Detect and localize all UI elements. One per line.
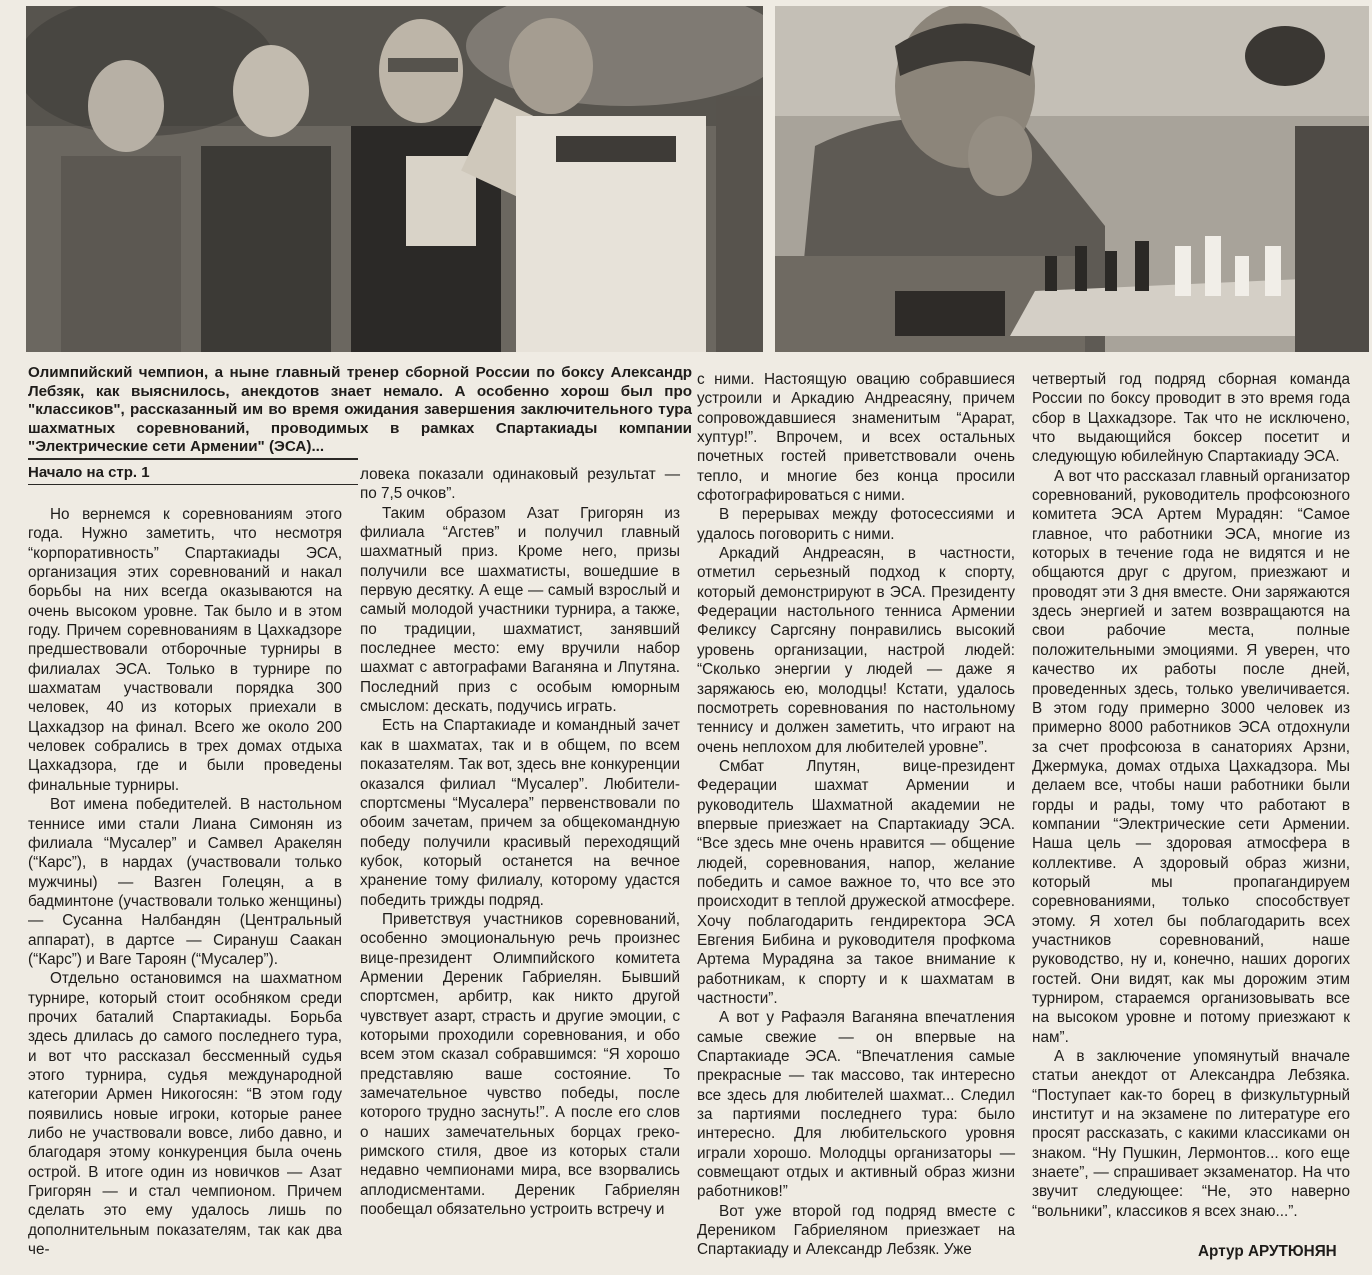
paragraph: Но вернемся к соревнованиям этого года. Нужно заметить, что несмотря “корпоративность” Спартакиады ЭСА, организация этих соревнований и накал борьбы на них всегда оказываются на очень высоком уровне. Так было и в этом году. Причем соревнованиям в Цахкадзоре предшествовали отборочные турниры в филиалах ЭСА. Только в турнире по шахматам участвовали порядка 300 человек, 40 из которых приехали в Цахкадзор на финал. Всего же около 200 человек собрались в трех домах отдыха Цахкадзора, где и были проведены финальные турниры.: [28, 506, 342, 794]
paragraph: Аркадий Андреасян, в частности, отметил серьезный подход к спорту, который демонстрируют в ЭСА. Президенту Федерации настольного тенниса Армении Феликсу Саргсяну понравились высокий уровень организации, настрой людей: “Сколько энергии у людей — даже я заряжаюсь ею, молодцы! Кстати, удалось посмотреть соревнования по настольному теннису и должен заметить, что играют на очень неплохом для любителей уровне”.: [697, 545, 1015, 756]
article-column-2: [360, 465, 680, 1219]
paragraph: А вот что рассказал главный организатор соревнований, руководитель профсоюзного комитета ЭСА Артем Мурадян: “Самое главное, что работники ЭСА, многие из которых в течение года не видятся и не общаются друг с другом, приезжают и проводят эти 3 дня вместе. Они заряжаются здесь энергией и затем возвращаются на свои рабочие места, полные положительными эмоциями. Я уверен, что качество их работы после дней, проведенных здесь, только увеличивается. В этом году примерно 3000 человек из примерно 8000 работников ЭСА отдохнули за счет профсоюза в санаториях Арзни, Джермука, домах отдыха Цахкадзора. Мы делаем все, чтобы наши работники были горды и рады, тому что работают в компании “Электрические сети Армении. Наша цель — здоровая атмосфера в коллективе. А здоровый образ жизни, который мы пропагандируем соревнованиями, только способствует этому. Я хотел бы поблагодарить всех участников соревнований, наше руководство, ну и, конечно, наших дорогих гостей. Они видят, как мы дорожим этим турниром, стараемся организовывать все на высоком уровне и потому приезжают к нам”.: [1032, 467, 1350, 1046]
article-column-3: [697, 370, 1015, 1260]
paragraph: Вот имена победителей. В настольном теннисе ими стали Лиана Симонян из филиала “Мусалер” и Самвел Аракелян (“Карс”), в нардах (участвовали только мужчины) — Вазген Голецян, а в бадминтоне (участвовали только женщины) — Сусанна Налбандян (Центральный аппарат), в дартсе — Сирануш Саакан (“Карс”) и Ваге Тароян (“Мусалер”).: [28, 796, 342, 968]
continued-divider: [28, 484, 358, 485]
paragraph: Есть на Спартакиаде и командный зачет как в шахматах, так и в общем, по всем показателям. Так вот, здесь вне конкуренции оказался филиал “Мусалер”. Любители-спортсмены “Мусалера” первенствовали по обоим зачетам, причем за общекомандную победу получили красивый переходящий кубок, который останется на вечное хранение тому филиалу, которому удастся победить трижды подряд.: [360, 717, 680, 909]
photo-award-ceremony: [26, 6, 763, 352]
paragraph: Смбат Лпутян, вице-президент Федерации шахмат Армении и руководитель Шахматной академии не впервые приезжает на Спартакиаду ЭСА. “Все здесь мне очень нравится — общение людей, соревнования, напор, желание победить и самое важное то, что все это происходит в теплой дружеской атмосфере. Хочу поблагодарить гендиректора ЭСА Евгения Бибина и руководителя профкома Артема Мурадяна за такое внимание к работникам, к спорту и к шахматам в частности”.: [697, 757, 1015, 1007]
caption-divider: [28, 458, 358, 460]
photo-caption: Олимпийский чемпион, а ныне главный тренер сборной России по боксу Александр Лебзяк, как выяснилось, анекдотов знает немало. А особенно хорош был про "классиков", рассказанный им во время ожидания завершения заключительного тура шахматных соревнований, проводимых в рамках Спартакиады компании "Электрические сети Армении" (ЭСА)...: [28, 364, 692, 455]
paragraph: с ними. Настоящую овацию собравшиеся устроили и Аркадию Андреасяну, причем сопровождавшиеся знаменитым “Арарат, хуптур!”. Впрочем, и всех остальных почетных гостей приветствовали очень тепло, и многие без конца просили сфотографироваться с ними.: [697, 371, 1015, 505]
photo-chess-player-image: [775, 6, 1369, 352]
author-signature: Артур АРУТЮНЯН: [1198, 1243, 1337, 1260]
paragraph: Таким образом Азат Григорян из филиала “Агстев” и получил главный шахматный приз. Кроме него, призы получили все шахматисты, вошедшие в первую десятку. А еще — самый взрослый и самый молодой участники турнира, а также, по традиции, шахматист, занявший последнее место: ему вручили набор шахмат с автографами Ваганяна и Лпутяна. Последний приз с особым юморным смыслом: дескать, подучись играть.: [360, 504, 680, 716]
paragraph: А вот у Рафаэля Ваганяна впечатления самые свежие — он впервые на Спартакиаде ЭСА. “Впечатления самые прекрасные — так массово, так интересно все здесь для любителей шахмат... Следил за партиями последнего тура: было интересно. Для любительского уровня играли хорошо. Молодцы организаторы — совмещают отдых и активный образ жизни работников!”: [697, 1009, 1015, 1201]
paragraph: четвертый год подряд сборная команда России по боксу проводит в это время года сбор в Цахкадзоре. Так что не исключено, что выдающийся боксер посетит и следующую юбилейную Спартакиаду ЭСА.: [1032, 371, 1350, 466]
paragraph: Приветствуя участников соревнований, особенно эмоциональную речь произнес вице-президент Олимпийского комитета Армении Дереник Габриелян. Бывший спортсмен, арбитр, как никто другой чувствует азарт, страсть и другие эмоции, с которыми проходили соревнования, и обо всем этом сказал собравшимся: “Я хорошо представляю ваше состояние. То замечательное чувство победы, после которого трудно заснуть!”. А после его слов о наших замечательных борцах греко-римского стиля, двое из которых стали недавно чемпионами мира, все взорвались аплодисментами. Дереник Габриелян пообещал обязательно устроить встречу и: [360, 910, 680, 1219]
continued-from-note: Начало на стр. 1: [28, 464, 150, 481]
paragraph: Вот уже второй год подряд вместе с Дереником Габриеляном приезжает на Спартакиаду и Александр Лебзяк. Уже: [697, 1202, 1015, 1259]
photo-award-ceremony-image: [26, 6, 763, 352]
article-column-1: [28, 505, 342, 1259]
paragraph: Отдельно остановимся на шахматном турнире, который стоит особняком среди прочих баталий Спартакиады. Борьба здесь длилась до самого последнего тура, и вот что рассказал бессменный судья этого турнира, судья международной категории Армен Никогосян: “В этом году появились новые игроки, которые ранее либо не участвовали вовсе, либо давно, и благодаря этому конкуренция была очень острой. В итоге один из новичков — Азат Григорян — и стал чемпионом. Причем сделать это ему удалось лишь по дополнительным показателям, так как два че-: [28, 970, 342, 1259]
paragraph: А в заключение упомянутый вначале статьи анекдот от Александра Лебзяка. “Поступает как-то борец в физкультурный институт и на экзамене по литературе его просят рассказать, с какими классиками он знаком. “Ну Пушкин, Лермонтов... кого еще знаете”, — спрашивает экзаменатор. На что звучит следующее: “Не, это наверно “вольники”, классиков я всех знаю...”.: [1032, 1048, 1350, 1220]
photo-chess-player: [775, 6, 1369, 352]
paragraph: В перерывах между фотосессиями и удалось поговорить с ними.: [697, 506, 1015, 543]
article-column-4: [1032, 370, 1350, 1221]
paragraph: ловека показали одинаковый результат — по 7,5 очков”.: [360, 466, 680, 503]
